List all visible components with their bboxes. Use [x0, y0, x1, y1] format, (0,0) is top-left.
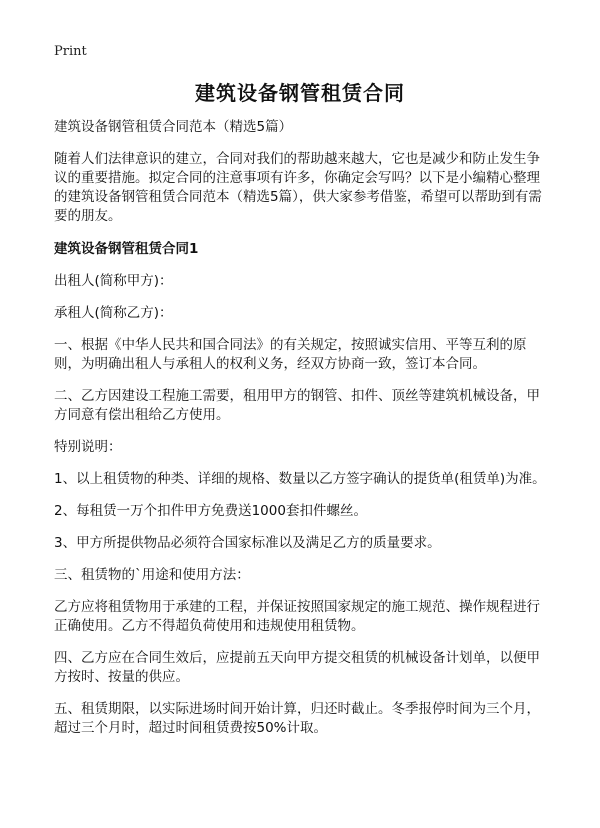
print-link[interactable]: Print	[54, 44, 87, 59]
lessor-line: 出租人(简称甲方)：	[54, 273, 173, 289]
clause-1: 一、根据《中华人民共和国合同法》的有关规定，按照诚实信用、平等互利的原则，为明确出租人与承租人的权利义务，经双方协商一致，签订本合同。	[54, 337, 527, 372]
note-2: 2、每租赁一万个扣件甲方免费送1000套扣件螺丝。	[54, 503, 367, 519]
section-heading: 建筑设备钢管租赁合同1	[54, 241, 199, 257]
note-3: 3、甲方所提供物品必须符合国家标准以及满足乙方的质量要求。	[54, 535, 441, 551]
note-1: 1、以上租赁物的种类、详细的规格、数量以乙方签字确认的提货单(租赁单)为准。	[54, 471, 546, 487]
lessee-line: 承租人(简称乙方)：	[54, 305, 173, 321]
clause-3: 三、租赁物的`用途和使用方法：	[54, 567, 250, 583]
clause-4: 四、乙方应在合同生效后，应提前五天向甲方提交租赁的机械设备计划单，以便甲方按时、按量的供应。	[54, 650, 540, 685]
document-subtitle: 建筑设备钢管租赁合同范本（精选5篇）	[54, 119, 293, 135]
clause-2: 二、乙方因建设工程施工需要，租用甲方的钢管、扣件、顶丝等建筑机械设备，甲方同意有偿出租给乙方使用。	[54, 388, 540, 423]
clause-3-body: 乙方应将租赁物用于承建的工程，并保证按照国家规定的施工规范、操作规程进行正确使用。乙方不得超负荷使用和违规使用租赁物。	[54, 599, 540, 634]
clause-5: 五、租赁期限，以实际进场时间开始计算，归还时截止。冬季报停时间为三个月，超过三个月时，超过时间租赁费按50%计取。	[54, 701, 540, 736]
intro-paragraph: 随着人们法律意识的建立，合同对我们的帮助越来越大，它也是减少和防止发生争议的重要措施。拟定合同的注意事项有许多，你确定会写吗？以下是小编精心整理的建筑设备钢管租赁合同范本（精选5篇），供大家参考借鉴，希望可以帮助到有需要的朋友。	[54, 151, 542, 224]
page-title: 建筑设备钢管租赁合同	[195, 81, 405, 105]
special-note-heading: 特别说明：	[54, 439, 122, 455]
document-body	[54, 118, 548, 738]
